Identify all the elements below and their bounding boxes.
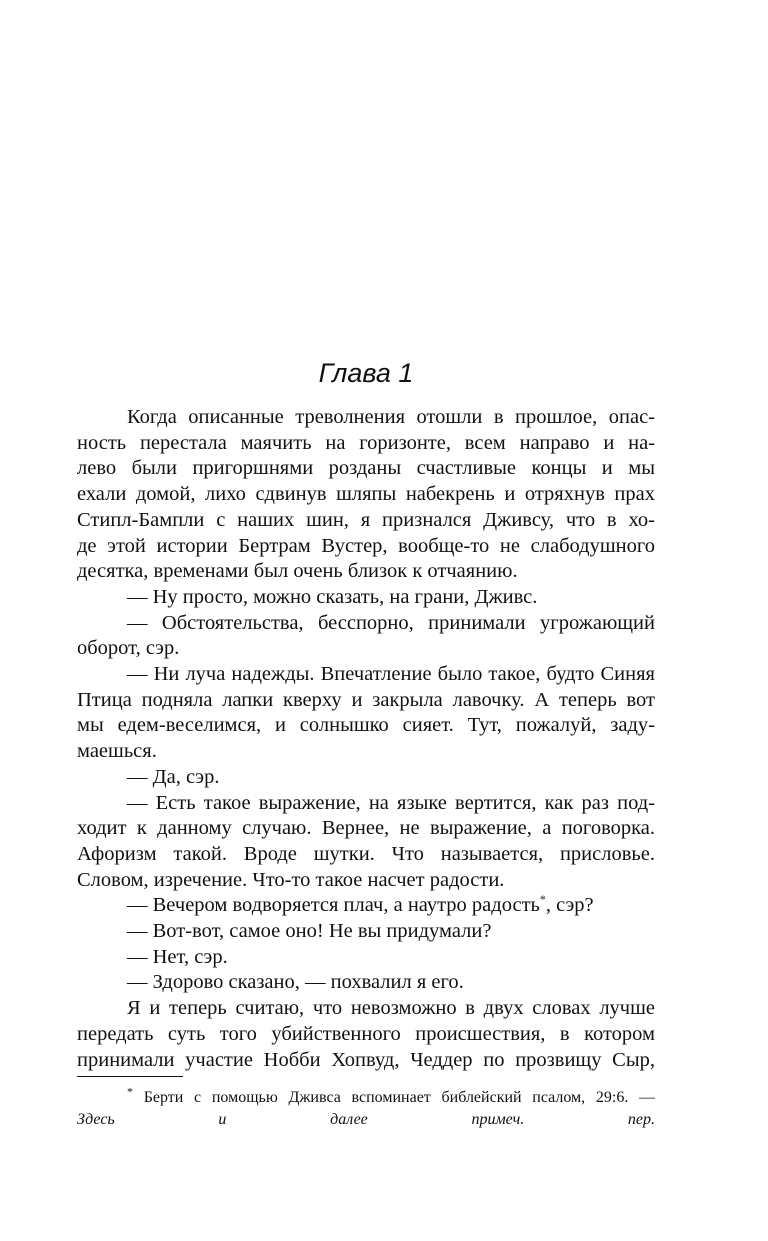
text-line-content: де этой истории Бертрам Вустер, вообще-то не слабодушного — [77, 534, 655, 557]
text-line-content: — Вечером водворяется плач, а наутро радость — [127, 894, 540, 917]
text-line-content: — Нет, сэр. — [127, 945, 228, 968]
text-line-content: маешься. — [77, 740, 157, 763]
text-line — [77, 559, 655, 585]
text-line-content: — Ни луча надежды. Впечатление было такое, будто Синяя — [127, 663, 655, 686]
text-line-content: — Да, сэр. — [127, 765, 220, 788]
text-line — [77, 662, 655, 688]
text-line-content: десятка, временами был очень близок к отчаянию. — [77, 560, 518, 583]
text-line — [77, 585, 655, 611]
text-line — [77, 893, 655, 919]
text-line — [77, 765, 655, 791]
text-line-content: Словом, изречение. Что-то такое насчет радости. — [77, 868, 505, 891]
text-line — [77, 688, 655, 714]
text-line — [77, 1022, 655, 1048]
text-line-tail: , сэр? — [545, 894, 594, 917]
text-line-content: — Ну просто, можно сказать, на грани, Дживс. — [127, 585, 538, 608]
text-line — [77, 739, 655, 765]
text-line-content: Я и теперь считаю, что невозможно в двух словах лучше — [127, 997, 655, 1020]
text-line — [77, 431, 655, 457]
footnote-divider — [77, 1076, 183, 1077]
text-line-content: оборот, сэр. — [77, 637, 180, 660]
text-line-content: передать суть того убийственного происшествия, в котором — [77, 1022, 655, 1045]
text-line — [77, 482, 655, 508]
text-line-content: Птица подняла лапки кверху и закрыла лавочку. А теперь вот — [77, 688, 655, 711]
text-line-content: Стипл-Бампли с наших шин, я признался Дживсу, что в хо- — [77, 508, 655, 531]
text-line — [77, 868, 655, 894]
text-line-content: Афоризм такой. Вроде шутки. Что называется, присловье. — [77, 842, 655, 865]
text-line-content: ность перестала маячить на горизонте, всем направо и на- — [77, 431, 655, 454]
text-line — [77, 1048, 655, 1074]
text-line-content: Когда описанные треволнения отошли в прошлое, опас- — [127, 406, 655, 428]
text-line — [77, 945, 655, 971]
footnote-line-1 — [77, 1084, 656, 1109]
chapter-title: Глава 1 — [318, 358, 414, 388]
text-line-content: — Обстоятельства, бесспорно, принимали угрожающий — [127, 611, 655, 634]
footnote-text: Берти с помощью Дживса вспоминает библейский псалом, 29:6. — — [143, 1089, 656, 1106]
text-line — [77, 816, 655, 842]
text-line — [77, 456, 655, 482]
text-line — [77, 405, 655, 431]
text-line — [77, 996, 655, 1022]
text-line — [77, 919, 655, 945]
footnote-line-2: Здесь и далее примеч. пер. — [77, 1111, 655, 1128]
text-line-content: лево были пригоршнями розданы счастливые концы и мы — [77, 457, 655, 480]
footnote-reference: * — [539, 892, 546, 907]
text-line-content: мы едем-веселимся, и солнышко сияет. Тут, пожалуй, заду- — [77, 714, 655, 737]
text-line — [77, 713, 655, 739]
footnote — [77, 1084, 656, 1131]
text-line-content: ходит к данному случаю. Вернее, не выражение, а поговорка. — [77, 817, 655, 840]
text-line — [77, 842, 655, 868]
text-line — [77, 970, 655, 996]
text-line-content: принимали участие Нобби Хопвуд, Чеддер по прозвищу Сыр, — [77, 1048, 655, 1071]
text-line — [77, 534, 655, 560]
text-line — [77, 508, 655, 534]
text-line-content: — Вот-вот, самое оно! Не вы придумали? — [127, 920, 492, 943]
text-line-content: — Здорово сказано, — похвалил я его. — [127, 971, 464, 994]
body-text — [77, 405, 655, 1073]
text-line — [77, 791, 655, 817]
text-line-content: ехали домой, лихо сдвинув шляпы набекрень и отряхнув прах — [77, 483, 655, 506]
footnote-marker: * — [127, 1084, 133, 1099]
text-line — [77, 636, 655, 662]
text-line — [77, 611, 655, 637]
text-line-content: — Есть такое выражение, на языке вертится, как раз под- — [127, 791, 655, 814]
